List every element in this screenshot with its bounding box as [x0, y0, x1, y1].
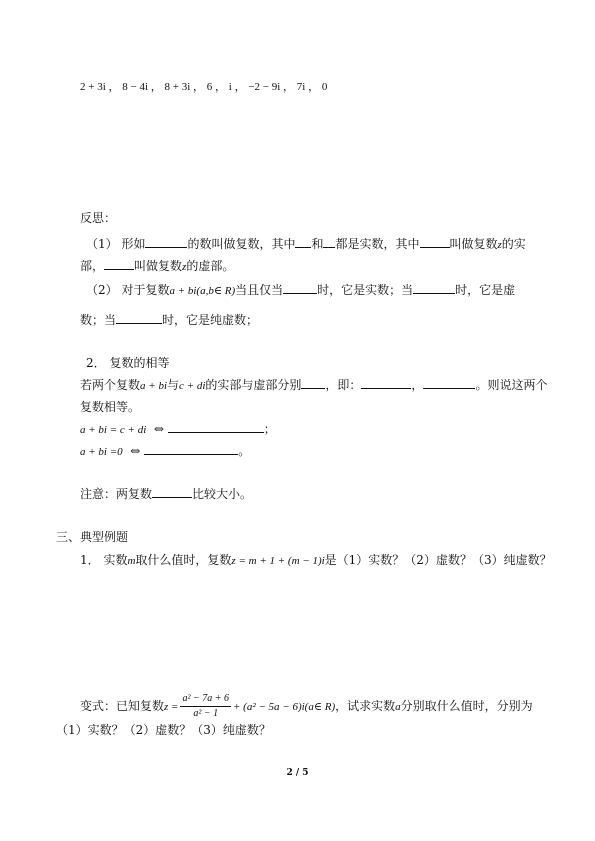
section2-eq1 — [80, 421, 276, 438]
text: 时，它是虚 — [455, 283, 516, 297]
text: （1） 形如 — [86, 237, 146, 251]
text: 取什么值时，复数 — [135, 553, 232, 567]
fill-blank[interactable] — [361, 377, 411, 389]
fill-blank[interactable] — [145, 236, 187, 248]
text: 部， — [80, 259, 105, 273]
text: ，即： — [325, 378, 362, 392]
var-m: m — [127, 555, 136, 567]
var-z: z — [182, 261, 187, 273]
iff-symbol: ⇔ — [130, 444, 141, 458]
text: 是（1）实数？（2）虚数？（3）纯虚数？ — [324, 553, 552, 567]
expr: a + bi = c + di — [80, 424, 147, 436]
question-1 — [80, 552, 552, 569]
expr: c + di — [179, 380, 206, 392]
expr: z = — [164, 701, 179, 713]
fill-blank[interactable] — [283, 282, 317, 294]
page-number-text: 2 / 5 — [286, 768, 309, 778]
text: ，试求实数 — [335, 699, 396, 713]
fill-blank[interactable] — [423, 377, 475, 389]
fraction — [180, 692, 231, 721]
section2-para-line1 — [80, 377, 547, 394]
expr: a + bi(a,b∈ R) — [169, 285, 236, 297]
text: ； — [263, 422, 276, 436]
expr: + (a² − 5a − 6)i(a∈ R) — [232, 701, 336, 713]
reflection-item1-line1 — [86, 236, 526, 253]
fill-blank[interactable] — [116, 312, 162, 324]
fill-blank[interactable] — [301, 377, 325, 389]
variant-question-line2 — [56, 722, 271, 738]
text: 叫做复数 — [134, 259, 183, 273]
text: 比较大小。 — [192, 487, 253, 501]
expr: a + bi =0 — [80, 446, 123, 458]
section2-note — [80, 486, 252, 502]
text: 若两个复数 — [80, 378, 141, 392]
text: 变式：已知复数 — [80, 699, 165, 713]
text: 的虚部。 — [186, 259, 235, 273]
fill-blank[interactable] — [323, 236, 335, 248]
text: 。 — [238, 444, 251, 458]
fill-blank[interactable] — [104, 258, 134, 270]
text: ， — [411, 378, 424, 392]
fraction-denominator: a² − 1 — [193, 708, 219, 719]
text: 数；当 — [80, 313, 117, 327]
text: 和 — [311, 237, 324, 251]
text: （1）实数？（2）虚数？（3）纯虚数？ — [56, 723, 271, 737]
text: 复数相等。 — [80, 400, 141, 414]
heading-text: 三、典型例题 — [56, 530, 129, 544]
fill-blank[interactable] — [420, 236, 450, 248]
text: 时，它是纯虚数； — [162, 313, 259, 327]
reflection-heading-text: 反思： — [80, 211, 117, 225]
text: 。则说这两个 — [475, 378, 548, 392]
fraction-numerator: a² − 7a + 6 — [180, 692, 231, 707]
text: 时，它是实数；当 — [317, 283, 414, 297]
text: 的数叫做复数，其中 — [187, 237, 296, 251]
var-z: z — [497, 239, 502, 251]
fill-blank[interactable] — [295, 236, 311, 248]
fill-blank[interactable] — [413, 282, 455, 294]
page-number — [0, 768, 595, 778]
heading-text: 2． 复数的相等 — [86, 356, 170, 370]
expr: a + bi — [140, 380, 167, 392]
fill-blank[interactable] — [168, 421, 264, 433]
section2-eq2 — [80, 443, 250, 460]
text: 与 — [167, 378, 180, 392]
text: 当且仅当 — [235, 283, 284, 297]
fill-blank[interactable] — [144, 443, 238, 455]
text: 的实部与虚部分别 — [205, 378, 302, 392]
var-a: a — [395, 701, 401, 713]
text: 叫做复数 — [449, 237, 498, 251]
reflection-heading — [80, 210, 116, 226]
section3-heading — [56, 529, 128, 545]
reflection-item2-line2 — [80, 312, 258, 328]
reflection-item2-line1 — [86, 282, 515, 299]
fill-blank[interactable] — [152, 486, 192, 498]
text: 分别取什么值时，分别为 — [400, 699, 533, 713]
section2-heading — [86, 355, 169, 371]
numbers-list-text: 2 + 3i ， 8 − 4i ， 8 + 3i ， 6 ， i ， −2 − 9i ， 7i ， 0 — [80, 81, 328, 93]
expr: z = m + 1 + (m − 1)i — [231, 555, 325, 567]
text: （2） 对于复数 — [86, 283, 170, 297]
numbers-list — [80, 79, 327, 95]
text: 注意：两复数 — [80, 487, 153, 501]
section2-para-line2 — [80, 399, 140, 415]
reflection-item1-line2 — [80, 258, 234, 275]
variant-question — [80, 692, 533, 721]
text: 的实 — [501, 237, 526, 251]
text: 都是实数，其中 — [335, 237, 420, 251]
text: 1． 实数 — [80, 553, 128, 567]
iff-symbol: ⇔ — [153, 422, 164, 436]
